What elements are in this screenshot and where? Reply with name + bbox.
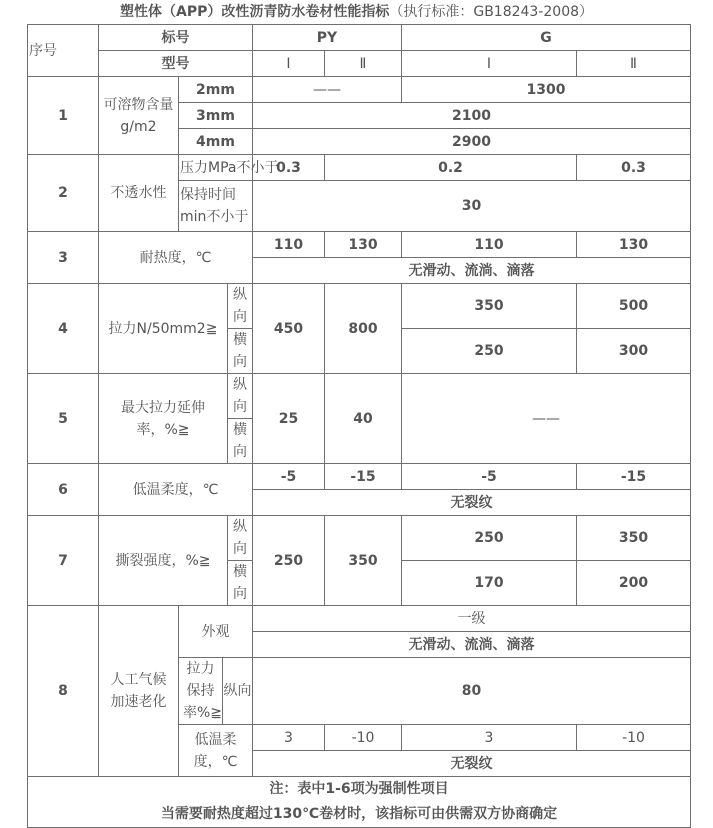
title-main: 塑性体（APP）改性沥青防水卷材性能指标 <box>119 4 390 20</box>
row-4-py-1: 450 <box>253 284 325 374</box>
row-6-value-3: -5 <box>402 464 577 490</box>
row-1-4mm-value: 2900 <box>253 129 691 155</box>
row-7-trans-label: 横向 <box>228 561 253 606</box>
py-grade-1: Ⅰ <box>253 51 325 77</box>
row-4-no: 4 <box>28 284 99 374</box>
row-1-thickness-4: 4mm <box>179 129 253 155</box>
row-8-appearance-label: 外观 <box>179 606 253 658</box>
row-8-lowtemp-note: 无裂纹 <box>253 751 691 777</box>
spec-table <box>27 24 691 828</box>
row-6-value-2: -15 <box>325 464 402 490</box>
row-8-lowtemp-label: 低温柔度，℃ <box>179 725 253 777</box>
row-8-appearance-note: 无滑动、流淌、滴落 <box>253 632 691 658</box>
row-7-g2-trans: 200 <box>577 561 691 606</box>
table-footer <box>28 777 691 828</box>
row-6-value-4: -15 <box>577 464 691 490</box>
row-1-2mm-g: 1300 <box>402 77 691 103</box>
table-row <box>28 77 691 103</box>
row-5-trans-label: 横向 <box>228 419 253 464</box>
row-6-no: 6 <box>28 464 99 516</box>
table-row <box>28 232 691 258</box>
row-6-note: 无裂纹 <box>253 490 691 516</box>
row-8-appearance-grade: 一级 <box>253 606 691 632</box>
row-2-time-value: 30 <box>253 181 691 232</box>
row-1-3mm-value: 2100 <box>253 103 691 129</box>
row-8-no: 8 <box>28 606 99 777</box>
row-4-trans-label: 横向 <box>228 329 253 374</box>
row-4-g2-trans: 300 <box>577 329 691 374</box>
row-8-lowtemp-1: 3 <box>253 725 325 751</box>
row-4-long-label: 纵向 <box>228 284 253 329</box>
row-2-no: 2 <box>28 155 99 232</box>
header-g: G <box>402 25 691 51</box>
row-3-name: 耐热度，℃ <box>99 232 253 284</box>
row-7-no: 7 <box>28 516 99 606</box>
row-3-value-4: 130 <box>577 232 691 258</box>
table-row <box>28 516 691 561</box>
row-8-lowtemp-3: 3 <box>402 725 577 751</box>
header-mark: 标号 <box>99 25 253 51</box>
py-grade-2: Ⅱ <box>325 51 402 77</box>
row-5-py-1: 25 <box>253 374 325 464</box>
row-3-value-1: 110 <box>253 232 325 258</box>
row-5-long-label: 纵向 <box>228 374 253 419</box>
row-2-time-label: 保持时间min不小于 <box>179 181 253 232</box>
footer-note-1: 注：表中1-6项为强制性项目 <box>269 781 449 797</box>
page-title <box>0 2 713 24</box>
row-6-name: 低温柔度，℃ <box>99 464 253 516</box>
row-4-g1-trans: 250 <box>402 329 577 374</box>
row-7-name: 撕裂强度，%≧ <box>99 516 228 606</box>
row-1-2mm-py: —— <box>253 77 402 103</box>
g-grade-1: Ⅰ <box>402 51 577 77</box>
row-7-g1-trans: 170 <box>402 561 577 606</box>
row-2-pressure-2: 0.2 <box>325 155 577 181</box>
row-6-value-1: -5 <box>253 464 325 490</box>
row-2-name: 不透水性 <box>99 155 179 232</box>
table-row <box>28 606 691 632</box>
row-3-value-2: 130 <box>325 232 402 258</box>
row-1-no: 1 <box>28 77 99 155</box>
row-3-no: 3 <box>28 232 99 284</box>
header-row-mark <box>28 25 691 51</box>
row-4-name: 拉力N/50mm2≧ <box>99 284 228 374</box>
row-5-name: 最大拉力延伸率，%≧ <box>99 374 228 464</box>
row-2-pressure-label: 压力MPa不小于 <box>179 155 253 181</box>
header-model: 型号 <box>99 51 253 77</box>
row-7-py-1: 250 <box>253 516 325 606</box>
row-7-g2-long: 350 <box>577 516 691 561</box>
row-1-name: 可溶物含量g/m2 <box>99 77 179 155</box>
header-py: PY <box>253 25 402 51</box>
row-2-pressure-1: 0.3 <box>253 155 325 181</box>
row-4-g1-long: 350 <box>402 284 577 329</box>
table-row <box>28 374 691 419</box>
row-8-name: 人工气候加速老化 <box>99 606 179 777</box>
header-row-model <box>28 51 691 77</box>
table-row <box>28 464 691 490</box>
footer-row <box>28 777 691 828</box>
row-7-long-label: 纵向 <box>228 516 253 561</box>
row-4-py-2: 800 <box>325 284 402 374</box>
row-8-retention-label: 拉力保持率%≧ <box>179 658 223 725</box>
table-row <box>28 155 691 181</box>
row-8-long-label: 纵向 <box>223 658 253 725</box>
row-8-retention-value: 80 <box>253 658 691 725</box>
header-seq: 序号 <box>28 25 99 77</box>
row-7-g1-long: 250 <box>402 516 577 561</box>
row-2-pressure-3: 0.3 <box>577 155 691 181</box>
row-8-lowtemp-4: -10 <box>577 725 691 751</box>
row-1-thickness-3: 3mm <box>179 103 253 129</box>
row-8-lowtemp-2: -10 <box>325 725 402 751</box>
footer-note-2: 当需要耐热度超过130℃卷材时，该指标可由供需双方协商确定 <box>160 806 558 822</box>
g-grade-2: Ⅱ <box>577 51 691 77</box>
row-3-note: 无滑动、流淌、滴落 <box>253 258 691 284</box>
row-7-py-2: 350 <box>325 516 402 606</box>
row-4-g2-long: 500 <box>577 284 691 329</box>
row-5-py-2: 40 <box>325 374 402 464</box>
row-3-value-3: 110 <box>402 232 577 258</box>
row-5-g: —— <box>402 374 691 464</box>
table-row <box>28 284 691 329</box>
title-standard: （执行标准：GB18243-2008） <box>389 4 594 20</box>
row-1-thickness-2: 2mm <box>179 77 253 103</box>
row-5-no: 5 <box>28 374 99 464</box>
